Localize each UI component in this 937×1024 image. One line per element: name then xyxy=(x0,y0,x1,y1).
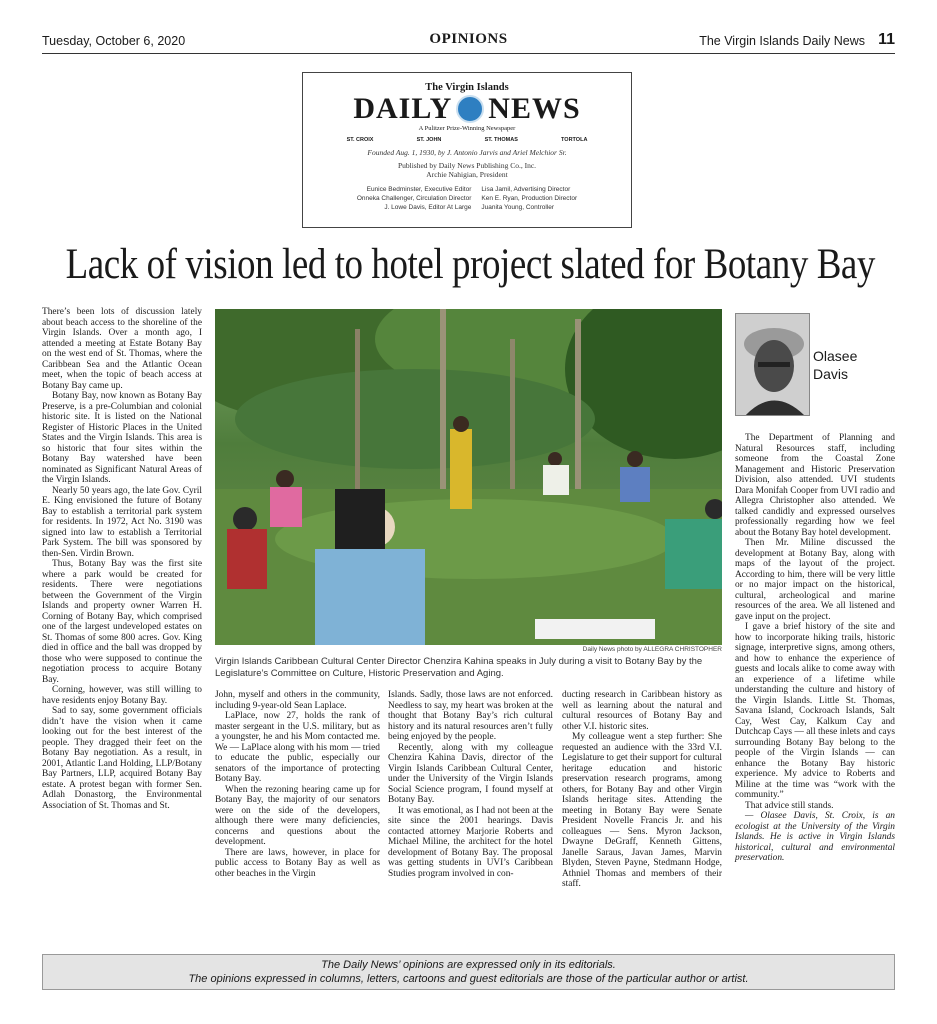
paragraph: Nearly 50 years ago, the late Gov. Cyril E. King envisioned the future of Botany Bay to establish a territorial park system for residents. In 1972, Act No. 3190 was signed into law to establish a Territorial Park System. The bill was sponsored by then-Sen. Virdin Brown. xyxy=(42,485,202,559)
article-column xyxy=(735,433,895,864)
page-number: 11 xyxy=(878,31,895,48)
masthead xyxy=(302,72,632,228)
staff-entry: J. Lowe Davis, Editor At Large xyxy=(384,204,472,211)
paragraph: Thus, Botany Bay was the first site where a park would be created for residents. There were negotiations between the Government of the Virgin Islands and property owner Warren H. Corning of Botany Bay, which comprised one of the largest undeveloped estates on St. Thomas of some 800 acres. Gov. King died in office and the ball was dropped by those who were supposed to continue the negotiation process to acquire Botany Bay. xyxy=(42,559,202,685)
paragraph: ducting research in Caribbean history as well as learning about the natural and cultural resources of Botany Bay and other V.I. historic sites. xyxy=(562,690,722,732)
article-photo xyxy=(215,309,722,645)
issue-date: Tuesday, October 6, 2020 xyxy=(42,34,186,48)
article-column xyxy=(42,307,202,811)
opinion-disclaimer xyxy=(42,954,895,990)
staff-entry: Juanita Young, Controller xyxy=(481,204,555,211)
author-name xyxy=(813,347,857,383)
staff-entry: Ken E. Ryan, Production Director xyxy=(481,195,578,202)
masthead-logo xyxy=(303,94,631,124)
header-rule xyxy=(42,53,895,54)
paragraph: That advice still stands. xyxy=(745,800,834,811)
author-portrait xyxy=(736,314,810,416)
author-first-name: Olasee xyxy=(813,348,858,364)
logo-left: DAILY xyxy=(353,92,453,125)
paragraph: When the rezoning hearing came up for Botany Bay, the majority of our senators were on the side of the developers, although there were many deficiencies, concerns and questions about the development. xyxy=(215,784,380,847)
masthead-president: Archie Nahigian, President xyxy=(426,170,508,179)
paragraph: I gave a brief history of the site and how to incorporate hiking trails, historic signage, interpretive signs, among others, and how to enhance the experience of guests and locals alike to come away with an experience of a lifetime while understanding the culture and history of the Virgin Islands. Little St. Thomas, Savana Island, Cockroach Islands, Salt Cay, West Cay, Kalkum Cay and Dutchcap Cays — all these inlets and cays surrounding Botany Bay belong to the people of the Virgin Islands — can enhance the Botany Bay historic experience. My advice to Roberts and Miline at the time was “work with the community.” xyxy=(735,622,895,800)
disclaimer-line: The opinions expressed in columns, letters, cartoons and guest editorials are those of the particular author or artist. xyxy=(188,973,749,985)
paragraph: LaPlace, now 27, holds the rank of master sergeant in the U.S. military, but as a youngster, he and his Mom contacted me. We — LaPlace along with his mom — tried to educate the public, especially our senators of the importance of protecting Botany Bay. xyxy=(215,711,380,784)
paragraph: Recently, along with my colleague Chenzira Kahina Davis, director of the Virgin Islands Caribbean Cultural Center, under the University of the Virgin Islands Social Science program, I found myself at Botany Bay. xyxy=(388,742,553,805)
paragraph: Islands. Sadly, those laws are not enforced. Needless to say, my heart was broken at the thought that Botany Bay’s rich cultural history and its natural resources aren’t fully being enjoyed by the people. xyxy=(388,690,553,742)
masthead-founded: Founded Aug. 1, 1930, by J. Antonio Jarvis and Ariel Melchior Sr. xyxy=(367,148,567,157)
paragraph: It was emotional, as I had not been at the site since the 2001 hearings. Davis contacted attorney Marjorie Roberts and Michael Miline, the architect for the hotel development of Botany Bay. The proposal was getting students in UVI’s Caribbean Studies program involved in con- xyxy=(388,805,553,879)
staff-entry: Onneka Challenger, Circulation Director xyxy=(356,195,472,202)
staff-entry: Eunice Bedminster, Executive Editor xyxy=(366,186,472,193)
headline: Lack of vision led to hotel project slated for Botany Bay xyxy=(65,241,875,288)
disclaimer-line: The Daily News’ opinions are expressed only in its editorials. xyxy=(321,959,616,971)
logo-right: NEWS xyxy=(488,92,581,125)
masthead-tagline: A Pulitzer Prize-Winning Newspaper xyxy=(418,125,516,132)
paper-name: The Virgin Islands Daily News xyxy=(699,34,865,48)
paragraph: John, myself and others in the community, including 9-year-old Sean Laplace. xyxy=(215,690,380,711)
paragraph: Corning, however, was still willing to have residents enjoy Botany Bay. xyxy=(42,685,202,706)
author-last-name: Davis xyxy=(813,366,849,382)
masthead-publisher: Published by Daily News Publishing Co., Inc. xyxy=(397,161,537,170)
paragraph: There’s been lots of discussion lately about beach access to the shoreline of the Virgin Islands. Over a month ago, I attended a meeting at Estate Botany Bay on the west end of St. Thomas, where the Caribbean Sea and the Atlantic Ocean meet, when the topic of beach access at Botany Bay came up. xyxy=(42,307,202,391)
masthead-islands xyxy=(325,137,609,143)
article-column xyxy=(215,690,380,879)
staff-entry: Lisa Jamil, Advertising Director xyxy=(481,186,571,193)
paragraph: Botany Bay, now known as Botany Bay Preserve, is a pre-Columbian and colonial historic site. It is listed on the National Register of Historic Places in the United States and the Virgin Islands. This area is so historic that four sites within the Botany Bay watershed have been nominated as Significant Natural Areas of the Virgin Islands. xyxy=(42,391,202,485)
masthead-staff xyxy=(303,185,631,212)
section-title: OPINIONS xyxy=(429,31,508,47)
photo-illustration xyxy=(215,309,722,645)
paragraph: Sad to say, some government officials didn’t have the vision when it came looking out for the best interest of the people. They dragged their feet on the Botany Bay negotiation. As a result, in 2001, Atlantic Land Holding, LLP/Botany Bay Partners, LLP, acquired Botany Bay estate. A protest began with former Sen. Adlah Donastorg, the Environmental Association of St. Thomas and St. xyxy=(42,706,202,811)
paragraph: The Department of Planning and Natural Resources staff, including someone from the Coastal Zone Management and Historic Preservation Division, also attended. UVI students Dara Monifah Cooper from UVI radio and Allegra Christopher also attended. We talked candidly and expressed ourselves professionally regarding how we feel about the Botany Bay hotel development. xyxy=(735,433,895,538)
article-column xyxy=(562,690,722,890)
island-label: ST. CROIX xyxy=(346,137,374,143)
island-label: ST. THOMAS xyxy=(484,137,518,143)
paragraph: Then Mr. Miline discussed the development at Botany Bay, along with maps of the layout of the project. According to him, there will be very little or no major impact on the historical, cultural, archeological and marine resources of the area. We all listened and gave input on the project. xyxy=(735,538,895,622)
paragraph: My colleague went a step further: She requested an audience with the 33rd V.I. Legislature to get their support for cultural heritage education and historic preservation research programs, among others, for Botany Bay and other Virgin Islands heritage sites. Attending the meeting in Botany Bay were Senate President Novelle Francis Jr. and his colleagues — Sens. Myron Jackson, Dwayne DeGraff, Kenneth Gittens, Janelle Saraus, Javan James, Marvin Blyden, Steven Payne, Stedmann Hodge, Athniel Thomas and members of their staff. xyxy=(562,732,722,889)
photo-caption: Virgin Islands Caribbean Cultural Center Director Chenzira Kahina speaks in July during a visit to Botany Bay by the Legislature’s Committee on Culture, Historic Preservation and Aging. xyxy=(215,656,703,679)
masthead-top: The Virgin Islands xyxy=(425,82,509,93)
article-column xyxy=(388,690,553,879)
island-label: TORTOLA xyxy=(561,137,588,143)
author-photo xyxy=(735,313,810,416)
island-label: ST. JOHN xyxy=(416,137,442,143)
paragraph: There are laws, however, in place for public access to Botany Bay as well as other beaches in the Virgin xyxy=(215,847,380,879)
author-bio: — Olasee Davis, St. Croix, is an ecologist at the University of the Virgin Islands. He is active in Virgin Islands historical, cultural and environmental preservation. xyxy=(735,811,895,863)
photo-credit: Daily News photo by ALLEGRA CHRISTOPHER xyxy=(582,646,722,653)
seal-icon xyxy=(456,95,484,123)
